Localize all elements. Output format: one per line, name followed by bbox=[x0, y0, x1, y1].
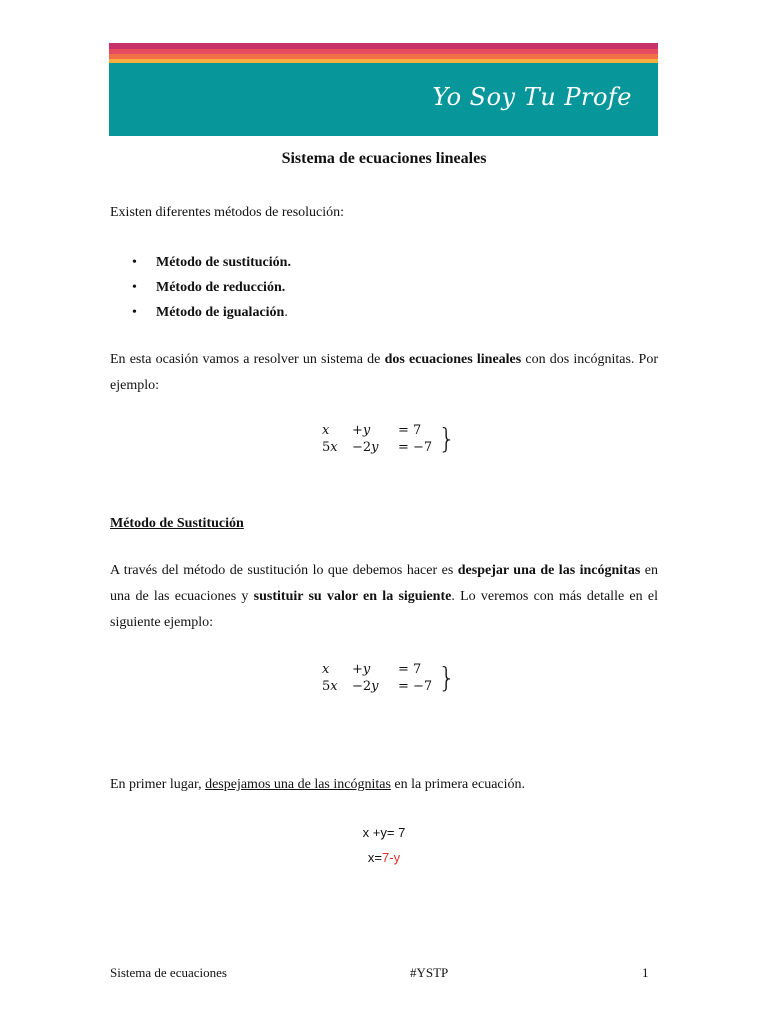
bullet-icon: • bbox=[132, 255, 137, 270]
example-intro-paragraph: En esta ocasión vamos a resolver un sistema de dos ecuaciones lineales con dos incógnitas. Por ejemplo: bbox=[110, 352, 658, 393]
list-item: • Método de reducción. bbox=[130, 275, 291, 300]
footer-left: Sistema de ecuaciones bbox=[110, 965, 227, 980]
list-item: • Método de sustitución. bbox=[130, 250, 291, 275]
page-number: 1 bbox=[642, 965, 649, 980]
bullet-icon: • bbox=[132, 280, 137, 295]
brand-logo: Yo Soy Tu Profe bbox=[432, 83, 632, 111]
brace-symbol: } bbox=[438, 661, 456, 694]
footer-center: #YSTP bbox=[410, 965, 449, 980]
methods-list bbox=[130, 250, 291, 325]
equation-system-example: 𝑥 +𝑦 = 7 5𝑥 −2𝑦 = −7 } bbox=[322, 661, 456, 694]
banner-stripe bbox=[109, 59, 658, 63]
step-equation: x +y= 7 bbox=[362, 825, 406, 840]
header-banner bbox=[109, 43, 658, 136]
bullet-icon: • bbox=[132, 305, 137, 320]
brace-symbol: } bbox=[438, 422, 456, 455]
section-heading: Método de Sustitución bbox=[110, 516, 244, 531]
list-item: • Método de igualación. bbox=[130, 300, 291, 325]
intro-paragraph: Existen diferentes métodos de resolución: bbox=[110, 205, 345, 220]
equation-system: 𝑥 +𝑦 = 7 5𝑥 −2𝑦 = −7 } bbox=[322, 422, 456, 455]
method-description-paragraph: A través del método de sustitución lo que debemos hacer es despejar una de las incógnitas en una de las ecuaciones y sustituir su valor en la siguiente. Lo veremos con más detalle en el siguiente ejemplo: bbox=[110, 563, 658, 630]
step-solution: x=7-y bbox=[367, 850, 401, 865]
step-paragraph: En primer lugar, despejamos una de las incógnitas en la primera ecuación. bbox=[110, 777, 526, 792]
page-title: Sistema de ecuaciones lineales bbox=[281, 150, 487, 167]
